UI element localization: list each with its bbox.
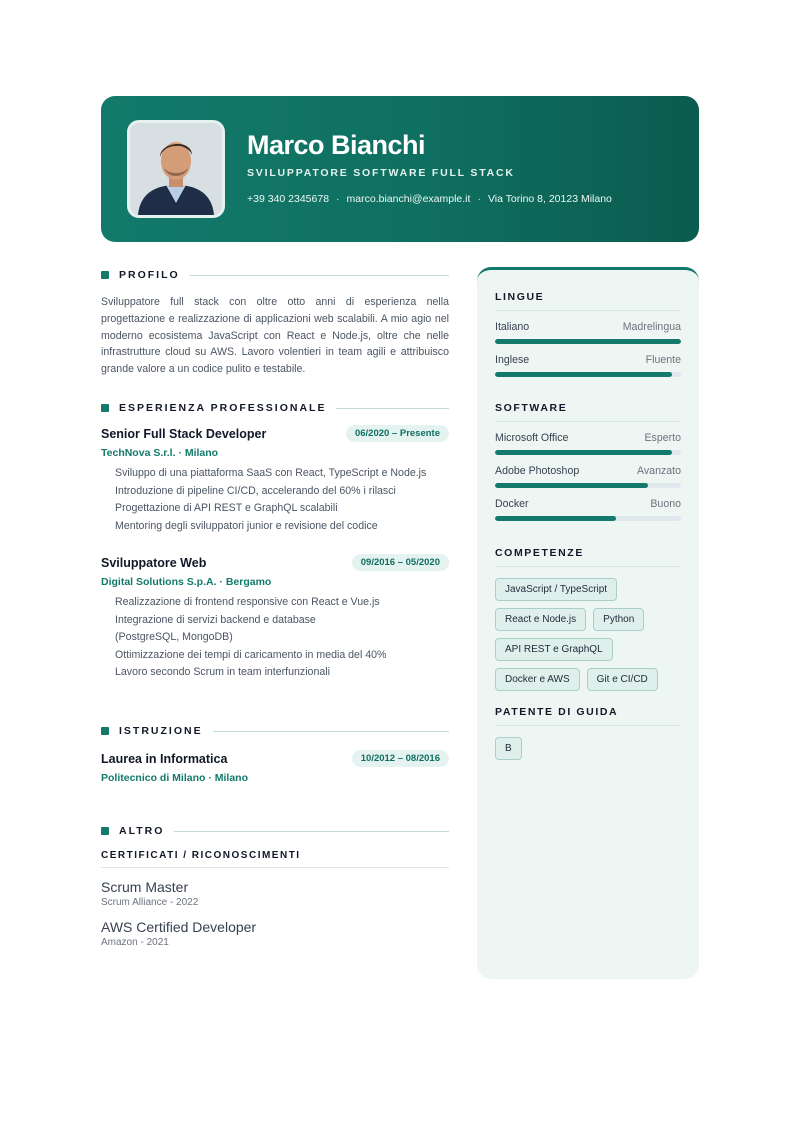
skill-bar-fill xyxy=(495,450,672,455)
skill-tag: JavaScript / TypeScript xyxy=(495,578,617,601)
skill-item xyxy=(495,354,681,377)
skill-name: Microsoft Office xyxy=(495,432,569,444)
sidebar-section-title: COMPETENZE xyxy=(495,547,681,567)
sidebar-section-title: SOFTWARE xyxy=(495,402,681,422)
skill-item xyxy=(495,498,681,521)
skill-level: Madrelingua xyxy=(622,321,681,333)
contact-line xyxy=(247,193,612,205)
skill-bar xyxy=(495,516,681,521)
section-bullet-icon xyxy=(101,271,109,279)
skill-item xyxy=(495,321,681,344)
skill-name: Docker xyxy=(495,498,529,510)
section-header xyxy=(101,266,449,284)
skill-level: Avanzato xyxy=(637,465,681,477)
section-divider xyxy=(213,731,449,732)
skill-tag: Git e CI/CD xyxy=(587,668,658,691)
license-tags xyxy=(495,737,681,760)
skill-level: Esperto xyxy=(644,432,681,444)
job-bullets xyxy=(101,465,449,535)
certificate-name: Scrum Master xyxy=(101,879,189,895)
candidate-name: Marco Bianchi xyxy=(247,130,426,160)
job-title: Senior Full Stack Developer xyxy=(101,426,267,441)
skills-section xyxy=(495,547,681,691)
company-name: Digital Solutions S.p.A. · Bergamo xyxy=(101,576,272,588)
other-section xyxy=(101,822,449,948)
date-badge: 06/2020 – Presente xyxy=(346,425,449,442)
section-divider xyxy=(174,831,449,832)
profile-text: Sviluppatore full stack con oltre otto anni di esperienza nella progettazione e realizzazione di applicazioni web scalabili. A mio agio nel moderno ecosistema JavaScript con React e Node.js, oltre che nelle infrastrutture cloud su AWS. Lavoro volentieri in team agili e attribuisco grande valore a un codice pulito e testabile. xyxy=(101,296,449,376)
list-item: Realizzazione di frontend responsive con React e Vue.js xyxy=(115,596,380,608)
certificate-meta: Amazon - 2021 xyxy=(101,937,169,948)
section-divider xyxy=(190,275,449,276)
job-entry xyxy=(101,425,449,535)
education-section xyxy=(101,722,449,784)
section-title: PROFILO xyxy=(119,269,180,281)
section-title: ALTRO xyxy=(119,825,165,837)
skill-item xyxy=(495,465,681,488)
section-divider xyxy=(336,408,449,409)
skill-tag: Python xyxy=(593,608,644,631)
profile-section xyxy=(101,266,449,376)
list-item: Introduzione di pipeline CI/CD, accelerando del 60% i rilasci xyxy=(115,484,396,497)
company-name: TechNova S.r.l. · Milano xyxy=(101,447,219,459)
list-item: Lavoro secondo Scrum in team interfunzionali xyxy=(115,666,330,678)
skill-tag: API REST e GraphQL xyxy=(495,638,613,661)
section-header xyxy=(101,822,449,840)
list-item: Ottimizzazione dei tempi di caricamento in media del 40% xyxy=(115,648,387,661)
section-bullet-icon xyxy=(101,727,109,735)
section-bullet-icon xyxy=(101,404,109,412)
section-header xyxy=(101,722,449,740)
list-item: Integrazione di servizi backend e database (PostgreSQL, MongoDB) xyxy=(115,613,316,643)
job-title: Sviluppatore Web xyxy=(101,555,207,570)
list-item: Progettazione di API REST e GraphQL scalabili xyxy=(115,502,338,514)
section-title: ESPERIENZA PROFESSIONALE xyxy=(119,402,327,414)
certificate-name: AWS Certified Developer xyxy=(101,919,257,935)
certificates-subtitle: CERTIFICATI / RICONOSCIMENTI xyxy=(101,850,449,868)
list-item: Sviluppo di una piattaforma SaaS con React, TypeScript e Node.js xyxy=(115,467,427,479)
skill-bar xyxy=(495,372,681,377)
languages-section xyxy=(495,291,681,377)
experience-section xyxy=(101,399,449,678)
certificate-item xyxy=(101,879,449,908)
profile-photo xyxy=(127,120,225,218)
date-badge: 09/2016 – 05/2020 xyxy=(352,554,449,571)
section-title: ISTRUZIONE xyxy=(119,725,203,737)
skill-level: Fluente xyxy=(645,354,681,366)
skill-bar-fill xyxy=(495,372,672,377)
header-banner xyxy=(101,96,699,242)
section-bullet-icon xyxy=(101,827,109,835)
sidebar-section-title: LINGUE xyxy=(495,291,681,311)
certificate-meta: Scrum Alliance - 2022 xyxy=(101,897,199,908)
date-badge: 10/2012 – 08/2016 xyxy=(352,750,449,767)
license-section xyxy=(495,706,681,760)
skill-bar-fill xyxy=(495,516,616,521)
skill-bar xyxy=(495,339,681,344)
skill-level: Buono xyxy=(650,498,681,510)
job-entry xyxy=(101,554,449,682)
skill-bar-fill xyxy=(495,483,648,488)
skill-tag: Docker e AWS xyxy=(495,668,580,691)
list-item: Mentoring degli sviluppatori junior e revisione del codice xyxy=(115,519,378,532)
software-section xyxy=(495,402,681,521)
skill-name: Italiano xyxy=(495,321,530,333)
license-tag: B xyxy=(495,737,522,760)
address-text: Via Torino 8, 20123 Milano xyxy=(487,193,612,205)
skill-name: Adobe Photoshop xyxy=(495,465,580,477)
skill-name: Inglese xyxy=(495,354,530,366)
email-text: marco.bianchi@example.it xyxy=(346,193,471,205)
school-name: Politecnico di Milano · Milano xyxy=(101,772,249,784)
certificate-item xyxy=(101,919,449,948)
portrait-image xyxy=(130,123,222,215)
sidebar xyxy=(477,267,699,979)
degree-title: Laurea in Informatica xyxy=(101,751,228,766)
section-header xyxy=(101,399,449,417)
skill-bar xyxy=(495,450,681,455)
skill-bar-fill xyxy=(495,339,681,344)
separator: · xyxy=(477,193,481,205)
job-bullets xyxy=(101,594,449,682)
phone-text: +39 340 2345678 xyxy=(247,193,330,205)
sidebar-section-title: PATENTE DI GUIDA xyxy=(495,706,681,726)
skill-item xyxy=(495,432,681,455)
candidate-role: SVILUPPATORE SOFTWARE FULL STACK xyxy=(247,167,515,179)
skill-tags xyxy=(495,578,681,691)
skill-tag: React e Node.js xyxy=(495,608,586,631)
separator: · xyxy=(336,193,340,205)
skill-bar xyxy=(495,483,681,488)
